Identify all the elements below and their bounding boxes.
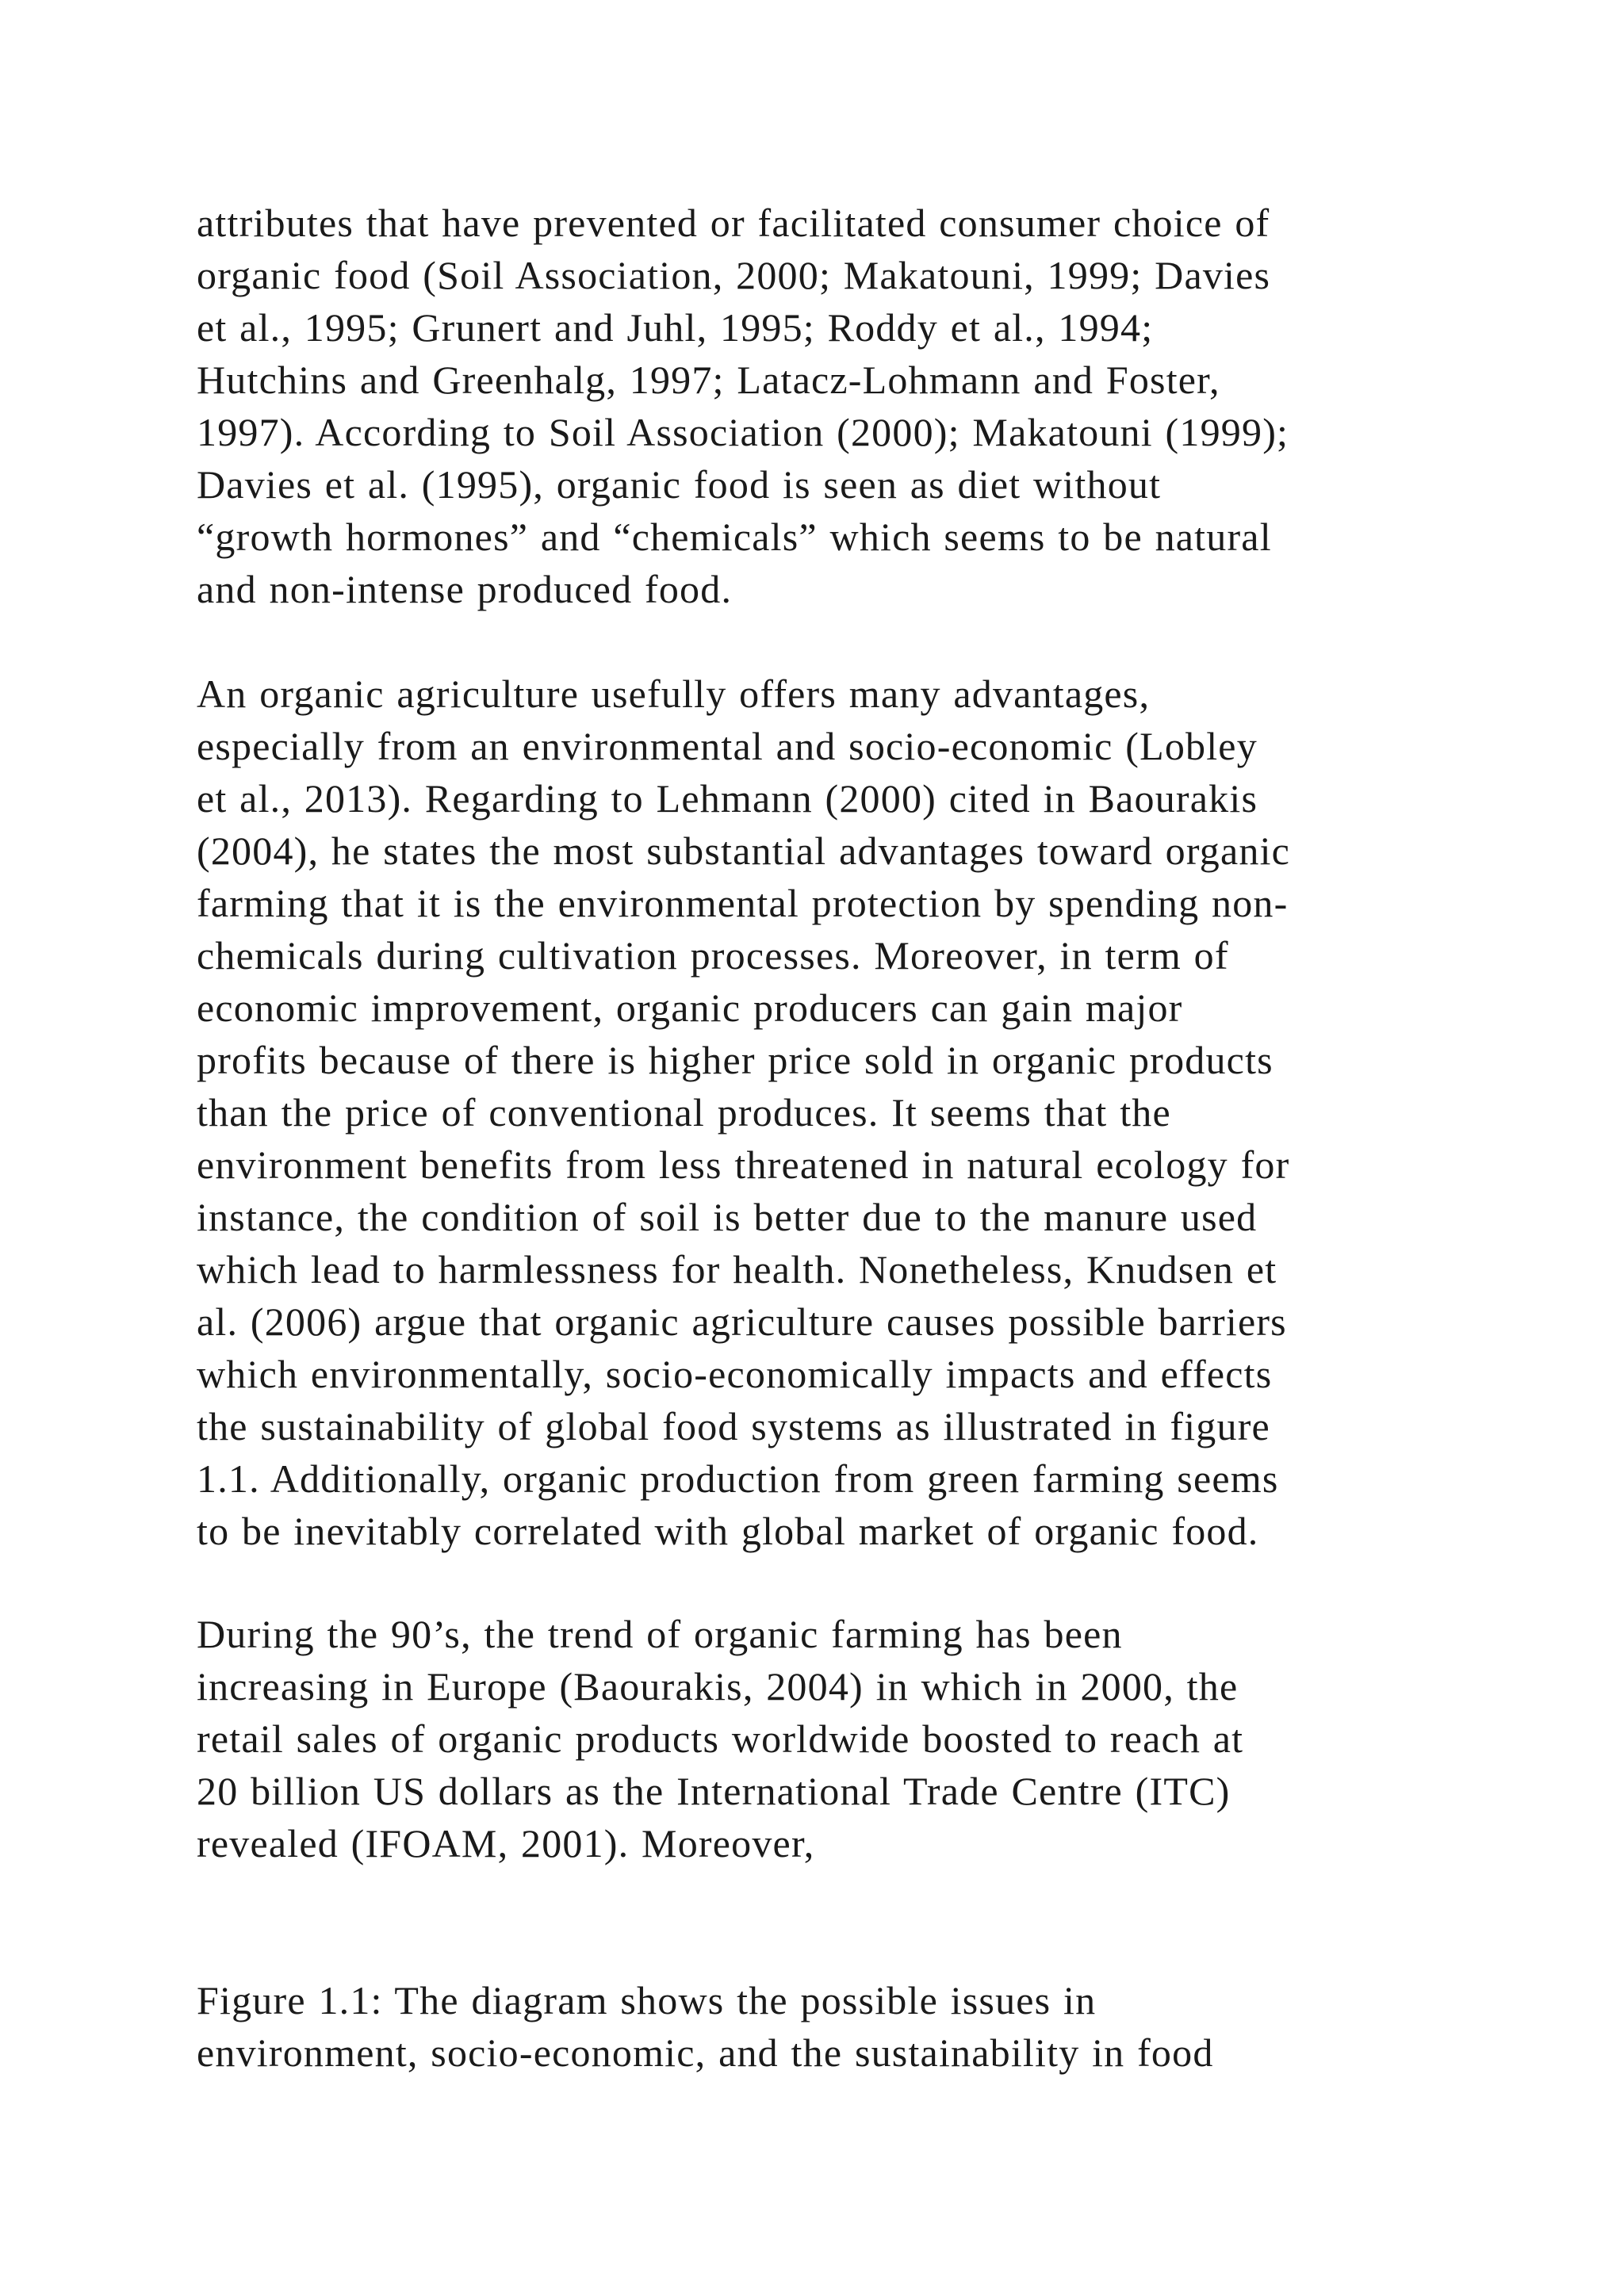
paragraph-consumer-choice: attributes that have prevented or facilitated consumer choice of organic food (Soil Association, 2000; Makatouni, 1999; Davies et al., 1995; Grunert and Juhl, 1995; Roddy et al., 1994; Hutchins and Greenhalg, 1997; Latacz-Lohmann and Foster, 1997). According to Soil Association (2000); Makatouni (1999); Davies et al. (1995), organic food is seen as diet without “growth hormones” and “chemicals” which seems to be natural and non-intense produced food. (197, 201, 1289, 611)
paragraph-organic-trend: During the 90’s, the trend of organic farming has been increasing in Europe (Baourakis, 2004) in which in 2000, the retail sales of organic products worldwide boosted to reach at 20 billion US dollars as the International Trade Centre (ITC) revealed (IFOAM, 2001). Moreover, (197, 1612, 1244, 1866)
paragraph-organic-advantages: An organic agriculture usefully offers many advantages, especially from an environmental and socio-economic (Lobley et al., 2013). Regarding to Lehmann (2000) cited in Baourakis (2004), he states the most substantial advantages toward organic farming that it is the environmental protection by spending non- chemicals during cultivation processes. Moreover, in term of economic improvement, organic producers can gain major profits because of there is higher price sold in organic products than the price of conventional produces. It seems that the environment benefits from less threatened in natural ecology for instance, the condition of soil is better due to the manure used which lead to harmlessness for health. Nonetheless, Knudsen et al. (2006) argue that organic agriculture causes possible barriers which environmentally, socio-economically impacts and effects the sustainability of global food systems as illustrated in figure 1.1. Additionally, organic production from green farming seems to be inevitably correlated with global market of organic food. (197, 672, 1291, 1553)
figure-caption: Figure 1.1: The diagram shows the possible issues in environment, socio-economic, and the sustainability in food (197, 1978, 1214, 2075)
